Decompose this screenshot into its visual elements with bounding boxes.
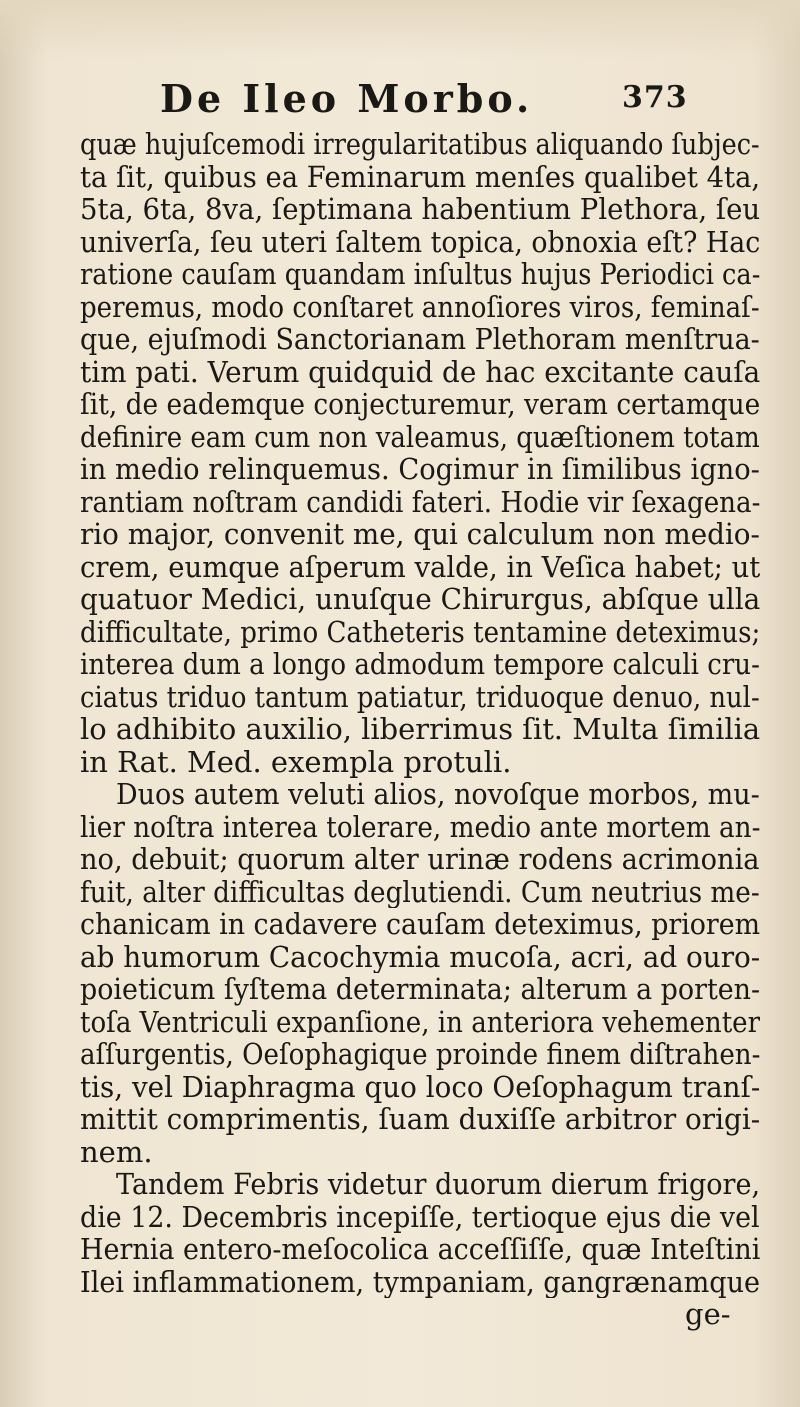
text-line: fuit, alter difficultas deglutiendi. Cum neutrius me- [80,875,760,908]
text-line: lo adhibito auxilio, liberrimus ſit. Multa ſimilia [80,713,760,746]
text-line: ratione cauſam quandam inſultus hujus Periodici ca- [80,258,760,291]
text-line: die 12. Decembris incepiſſe, tertioque ejus die vel [80,1200,760,1233]
page-shadow [0,0,800,60]
running-header [160,76,800,126]
text-line: aſſurgentis, Oeſophagique proinde finem diſtrahen- [80,1038,760,1071]
text-line-indented: Duos autem veluti alios, novoſque morbos, mu- [116,778,760,811]
text-line: nem. [80,1135,153,1168]
text-line: ſit, de eademque conjecturemur, veram certamque [80,388,760,421]
text-line: in medio relinquemus. Cogimur in ſimilibus igno- [80,453,760,486]
page-number: 373 [622,80,688,115]
text-line-indented: Tandem Febris videtur duorum dierum frigore, [116,1168,760,1201]
text-line: quatuor Medici, unuſque Chirurgus, abſque ulla [80,583,760,616]
text-line: interea dum a longo admodum tempore calculi cru- [80,648,760,681]
text-line: que, ejuſmodi Sanctorianam Plethoram menſtrua- [80,323,760,356]
text-line: ciatus triduo tantum patiatur, triduoque denuo, nul- [80,680,760,713]
text-line: definire eam cum non valeamus, quæſtionem totam [80,420,760,453]
catchword: ge- [685,1298,731,1331]
text-line: univerſa, ſeu uteri ſaltem topica, obnoxia eſt? Hac [80,225,760,258]
text-line: tim pati. Verum quidquid de hac excitante cauſa [80,355,760,388]
text-line: Hernia entero-meſocolica acceſſiſſe, quæ Inteſtini [80,1233,760,1266]
text-line: rio major, convenit me, qui calculum non medio- [80,518,760,551]
text-line: crem, eumque aſperum valde, in Veſica habet; ut [80,550,760,583]
text-line: lier noſtra interea tolerare, medio ante mortem an- [80,810,760,843]
text-line: tis, vel Diaphragma quo loco Oeſophagum tranſ- [80,1070,760,1103]
text-line: Ilei inflammationem, tympaniam, gangrænamque [80,1265,760,1298]
body-text [80,128,760,1331]
text-line: peremus, modo conſtaret annoſiores viros, feminaſ- [80,290,760,323]
text-line: ab humorum Cacochymia mucoſa, acri, ad ouro- [80,940,760,973]
text-line: toſa Ventriculi expanſione, in anteriora vehementer [80,1005,760,1038]
text-line: poieticum ſyſtema determinata; alterum a porten- [80,973,760,1006]
text-line: rantiam noſtram candidi fateri. Hodie vir ſexagena- [80,485,760,518]
running-title: De Ileo Morbo. [160,76,534,121]
text-line: 5ta, 6ta, 8va, ſeptimana habentium Plethora, ſeu [80,193,760,226]
text-line: difficultate, primo Catheteris tentamine deteximus; [80,615,760,648]
text-line: no, debuit; quorum alter urinæ rodens acrimonia [80,843,760,876]
text-line: quæ hujuſcemodi irregularitatibus aliquando ſubjec- [80,128,760,161]
text-line: in Rat. Med. exempla protuli. [80,745,512,778]
text-line: ta ſit, quibus ea Feminarum menſes qualibet 4ta, [80,160,760,193]
text-line: chanicam in cadavere cauſam deteximus, priorem [80,908,760,941]
text-line: mittit comprimentis, ſuam duxiſſe arbitror origi- [80,1103,760,1136]
